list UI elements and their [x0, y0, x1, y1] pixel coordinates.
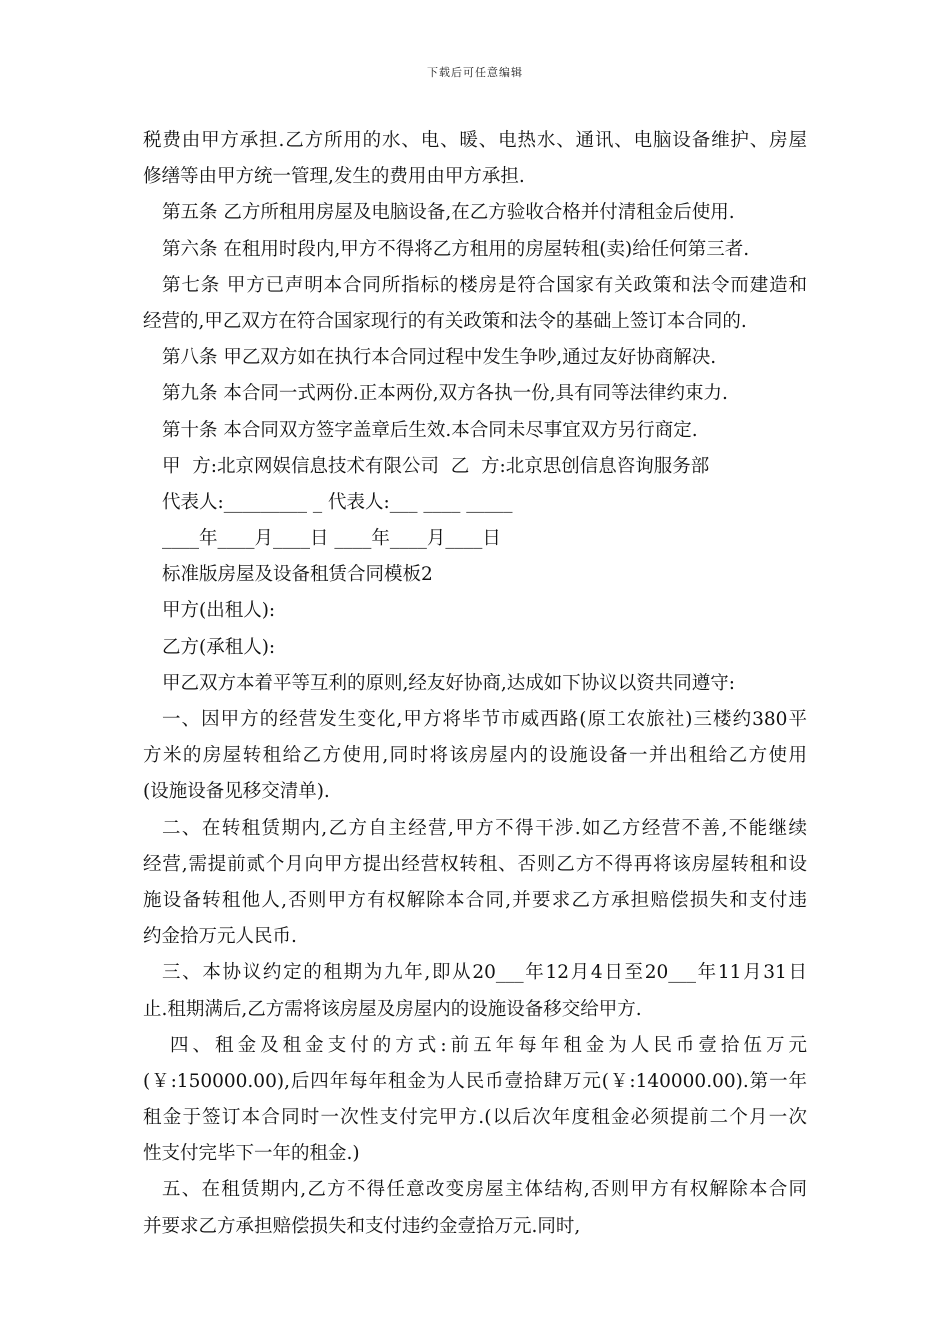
- contract-body: [143, 123, 807, 1245]
- text-line: 性支付完毕下一年的租金.): [143, 1143, 360, 1165]
- text-line: 止.租期满后,乙方需将该房屋及房屋内的设施设备移交给甲方.: [143, 998, 642, 1020]
- clause-7: 第七条 甲方已声明本合同所指标的楼房是符合国家有关政策和法令而建造和: [162, 274, 807, 296]
- text-line: 方米的房屋转租给乙方使用,同时将该房屋内的设施设备一并出租给乙方使用: [143, 745, 807, 767]
- party-names: 甲 方:北京网娱信息技术有限公司 乙 方:北京思创信息咨询服务部: [162, 455, 710, 477]
- date-line: ____年____月____日 ____年____月____日: [162, 528, 501, 550]
- section-title: 标准版房屋及设备租赁合同模板2: [162, 564, 433, 586]
- text-line: 并要求乙方承担赔偿损失和支付违约金壹拾万元.同时,: [143, 1215, 581, 1237]
- clause-10: 第十条 本合同双方签字盖章后生效.本合同未尽事宜双方另行商定.: [162, 419, 698, 441]
- article-2: 二、在转租赁期内,乙方自主经营,甲方不得干涉.如乙方经营不善,不能继续: [162, 817, 807, 839]
- text-line: 经营,需提前贰个月向甲方提出经营权转租、否则乙方不得再将该房屋转租和设: [143, 853, 807, 875]
- text-line: 施设备转租他人,否则甲方有权解除本合同,并要求乙方承担赔偿损失和支付违: [143, 889, 807, 911]
- representative-line: 代表人:_________ _ 代表人:___ ____ _____: [162, 491, 513, 513]
- clause-5: 第五条 乙方所租用房屋及电脑设备,在乙方验收合格并付清租金后使用.: [162, 202, 735, 224]
- text-line: 租金于签订本合同时一次性支付完甲方.(以后次年度租金必须提前二个月一次: [143, 1107, 807, 1129]
- article-3: 三、本协议约定的租期为九年,即从20___年12月4日至20___年11月31日: [162, 962, 807, 984]
- article-1: 一、因甲方的经营发生变化,甲方将毕节市威西路(原工农旅社)三楼约380平: [162, 709, 807, 730]
- clause-8: 第八条 甲乙双方如在执行本合同过程中发生争吵,通过友好协商解决.: [162, 347, 717, 369]
- text-line: 修缮等由甲方统一管理,发生的费用由甲方承担.: [143, 166, 525, 188]
- party-a-label: 甲方(出租人):: [162, 600, 276, 622]
- article-4: 四、租金及租金支付的方式:前五年每年租金为人民币壹拾伍万元: [170, 1034, 807, 1056]
- party-b-label: 乙方(承租人):: [162, 636, 276, 658]
- text-line: 税费由甲方承担.乙方所用的水、电、暖、电热水、通讯、电脑设备维护、房屋: [143, 130, 807, 151]
- article-5: 五、在租赁期内,乙方不得任意改变房屋主体结构,否则甲方有权解除本合同: [162, 1179, 807, 1201]
- text-line: 约金拾万元人民币.: [143, 926, 297, 948]
- clause-9: 第九条 本合同一式两份.正本两份,双方各执一份,具有同等法律约束力.: [162, 383, 728, 405]
- text-line: (￥:150000.00),后四年每年租金为人民币壹拾肆万元(￥:140000.00).第一年: [143, 1070, 807, 1092]
- clause-6: 第六条 在租用时段内,甲方不得将乙方租用的房屋转租(卖)给任何第三者.: [162, 238, 750, 260]
- page-header-note: 下载后可任意编辑: [427, 66, 523, 79]
- text-line: (设施设备见移交清单).: [143, 781, 330, 803]
- text-line: 经营的,甲乙双方在符合国家现行的有关政策和法令的基础上签订本合同的.: [143, 310, 747, 332]
- preamble: 甲乙双方本着平等互利的原则,经友好协商,达成如下协议以资共同遵守:: [162, 672, 735, 694]
